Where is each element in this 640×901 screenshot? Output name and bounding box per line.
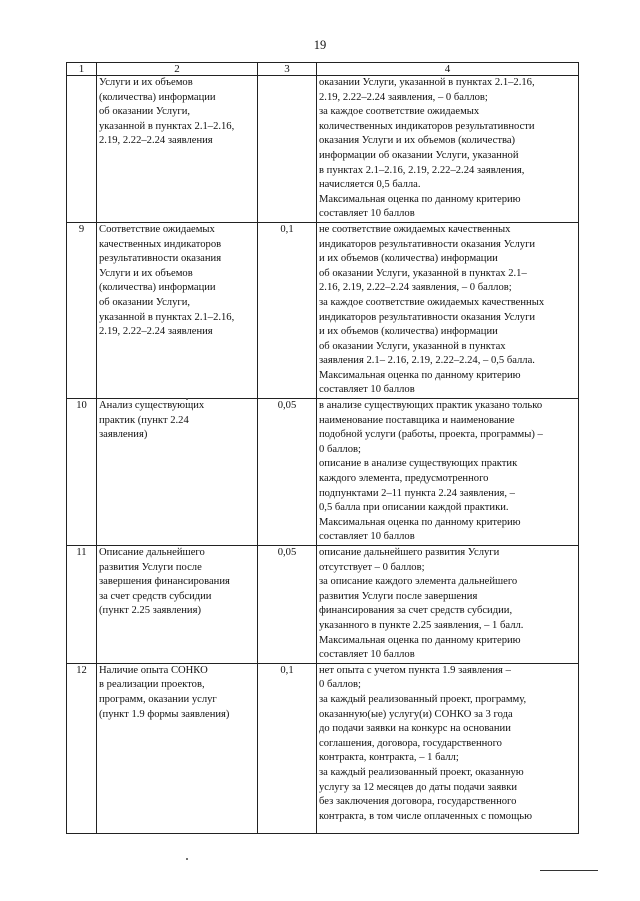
criterion-line: Услуги и их объемов [99, 267, 193, 279]
scoring-line: за каждый реализованный проект, программу, [319, 693, 527, 705]
criterion-weight [258, 76, 317, 223]
scoring-line: и их объемов (количества) информации [319, 326, 498, 338]
table-row [67, 663, 579, 833]
criterion-number: 11 [67, 546, 97, 664]
scoring-line: индикаторов результативности оказания Услуги [319, 238, 536, 250]
criterion-name [97, 222, 258, 398]
scoring-line: об оказании Услуги, указанной в пунктах [319, 340, 506, 352]
criterion-name [97, 546, 258, 664]
criterion-line: указанной в пунктах 2.1–2.16, [99, 120, 235, 132]
scoring-line: Максимальная оценка по данному критерию [319, 369, 521, 381]
scoring-line: контракта, контракта, – 1 балл; [319, 752, 459, 764]
scoring-line: Максимальная оценка по данному критерию [319, 193, 521, 205]
scoring-line: информации об оказании Услуги, указанной [319, 149, 519, 161]
criterion-weight: 0,05 [258, 399, 317, 546]
criterion-line: (количества) информации [99, 282, 216, 294]
scoring-line: начисляется 0,5 балла. [319, 179, 421, 191]
criterion-weight: 0,1 [258, 222, 317, 398]
criterion-number [67, 76, 97, 223]
footer-line [540, 870, 598, 871]
criterion-line: 2.19, 2.22–2.24 заявления [99, 326, 213, 338]
scoring-line: 0 баллов; [319, 679, 361, 691]
scoring-line: и их объемов (количества) информации [319, 253, 498, 265]
scoring-line: количественных индикаторов результативности [319, 120, 535, 132]
criterion-name [97, 399, 258, 546]
criterion-weight: 0,1 [258, 663, 317, 833]
scoring-line: указанного в пункте 2.25 заявления, – 1 балл. [319, 619, 524, 631]
scoring-line: Максимальная оценка по данному критерию [319, 634, 521, 646]
criterion-line: об оказании Услуги, [99, 296, 191, 308]
scoring-description [317, 399, 579, 546]
criterion-number: 12 [67, 663, 97, 833]
scoring-line: соглашения, договора, государственного [319, 737, 502, 749]
header-cell: 1 [67, 63, 97, 76]
table-row [67, 222, 579, 398]
header-cell: 2 [97, 63, 258, 76]
scoring-line: заявления 2.1– 2.16, 2.19, 2.22–2.24, – 0,5 балла. [319, 355, 535, 367]
table-row [67, 76, 579, 223]
criteria-table [66, 62, 579, 834]
criterion-line: Описание дальнейшего [99, 547, 205, 558]
header-cell: 3 [258, 63, 317, 76]
decorative-dot [186, 398, 188, 400]
scoring-description [317, 222, 579, 398]
criterion-line: за счет средств субсидии [99, 590, 212, 602]
criterion-line: заявления) [99, 429, 148, 441]
scoring-line: оказании Услуги, указанной в пунктах 2.1–2.16, [319, 77, 535, 88]
criterion-line: развития Услуги после [99, 561, 202, 573]
criterion-line: программ, оказании услуг [99, 693, 217, 705]
criterion-name [97, 663, 258, 833]
criterion-line: об оказании Услуги, [99, 106, 191, 118]
criterion-number: 10 [67, 399, 97, 546]
criterion-line: (пункт 2.25 заявления) [99, 605, 201, 617]
scoring-line: 0 баллов; [319, 443, 361, 455]
decorative-dot [186, 858, 188, 860]
scoring-line: 2.16, 2.19, 2.22–2.24 заявления, – 0 баллов; [319, 282, 512, 294]
criterion-line: (количества) информации [99, 91, 216, 103]
scoring-line: подобной услуги (работы, проекта, программы) – [319, 429, 543, 441]
scoring-line: составляет 10 баллов [319, 649, 415, 661]
scoring-line: каждого элемента, предусмотренного [319, 473, 489, 485]
criterion-name [97, 76, 258, 223]
scoring-line: за каждое соответствие ожидаемых качественных [319, 296, 545, 308]
scoring-line: оказания Услуги и их объемов (количества) [319, 135, 516, 147]
scoring-line: финансирования за счет средств субсидии, [319, 605, 513, 617]
scoring-description [317, 546, 579, 664]
scoring-line: индикаторов результативности оказания Услуги [319, 311, 536, 323]
scoring-line: за описание каждого элемента дальнейшего [319, 576, 518, 588]
criterion-line: указанной в пунктах 2.1–2.16, [99, 311, 235, 323]
criterion-weight: 0,05 [258, 546, 317, 664]
scoring-line: Максимальная оценка по данному критерию [319, 516, 521, 528]
table-row [67, 546, 579, 664]
scoring-line: оказанную(ые) услугу(и) СОНКО за 3 года [319, 708, 513, 720]
scoring-line: составляет 10 баллов [319, 384, 415, 396]
scoring-line: 2.19, 2.22–2.24 заявления, – 0 баллов; [319, 91, 488, 103]
criterion-line: практик (пункт 2.24 [99, 414, 189, 426]
scoring-line: 0,5 балла при описании каждой практики. [319, 502, 509, 514]
criterion-line: (пункт 1.9 формы заявления) [99, 708, 230, 720]
table-header-row [67, 63, 579, 76]
scoring-line: до подачи заявки на конкурс на основании [319, 723, 511, 735]
scoring-line: контракта, в том числе оплаченных с помощью [319, 810, 533, 822]
scoring-line: услугу за 12 месяцев до даты подачи заявки [319, 781, 518, 793]
scoring-line: не соответствие ожидаемых качественных [319, 223, 511, 235]
scoring-line: за каждое соответствие ожидаемых [319, 106, 480, 118]
scoring-line: об оказании Услуги, указанной в пунктах 2.1– [319, 267, 527, 279]
criterion-line: Услуги и их объемов [99, 77, 193, 88]
criterion-line: Соответствие ожидаемых [99, 223, 215, 235]
criterion-line: результативности оказания [99, 253, 222, 265]
header-cell: 4 [317, 63, 579, 76]
scoring-line: нет опыта с учетом пункта 1.9 заявления – [319, 664, 511, 676]
scoring-description [317, 76, 579, 223]
scoring-line: отсутствует – 0 баллов; [319, 561, 425, 573]
scoring-line: составляет 10 баллов [319, 208, 415, 220]
scoring-line: в анализе существующих практик указано только [319, 400, 543, 412]
table-row [67, 399, 579, 546]
scoring-line: за каждый реализованный проект, оказанную [319, 766, 524, 778]
criterion-line: Наличие опыта СОНКО [99, 664, 208, 676]
scoring-line: без заключения договора, государственного [319, 796, 517, 808]
scoring-line: подпунктами 2–11 пункта 2.24 заявления, – [319, 487, 515, 499]
scoring-line: составляет 10 баллов [319, 531, 415, 543]
criterion-line: Анализ существующих [99, 400, 205, 412]
scoring-line: развития Услуги после завершения [319, 590, 478, 602]
scoring-line: описание в анализе существующих практик [319, 458, 518, 470]
criterion-line: завершения финансирования [99, 576, 230, 588]
scoring-line: наименование поставщика и наименование [319, 414, 515, 426]
scoring-line: в пунктах 2.1–2.16, 2.19, 2.22–2.24 заявления, [319, 164, 525, 176]
criterion-line: в реализации проектов, [99, 679, 205, 691]
criterion-line: 2.19, 2.22–2.24 заявления [99, 135, 213, 147]
criterion-line: качественных индикаторов [99, 238, 222, 250]
scoring-line: описание дальнейшего развития Услуги [319, 547, 500, 558]
criterion-number: 9 [67, 222, 97, 398]
page-number: 19 [313, 38, 327, 52]
scoring-description [317, 663, 579, 833]
